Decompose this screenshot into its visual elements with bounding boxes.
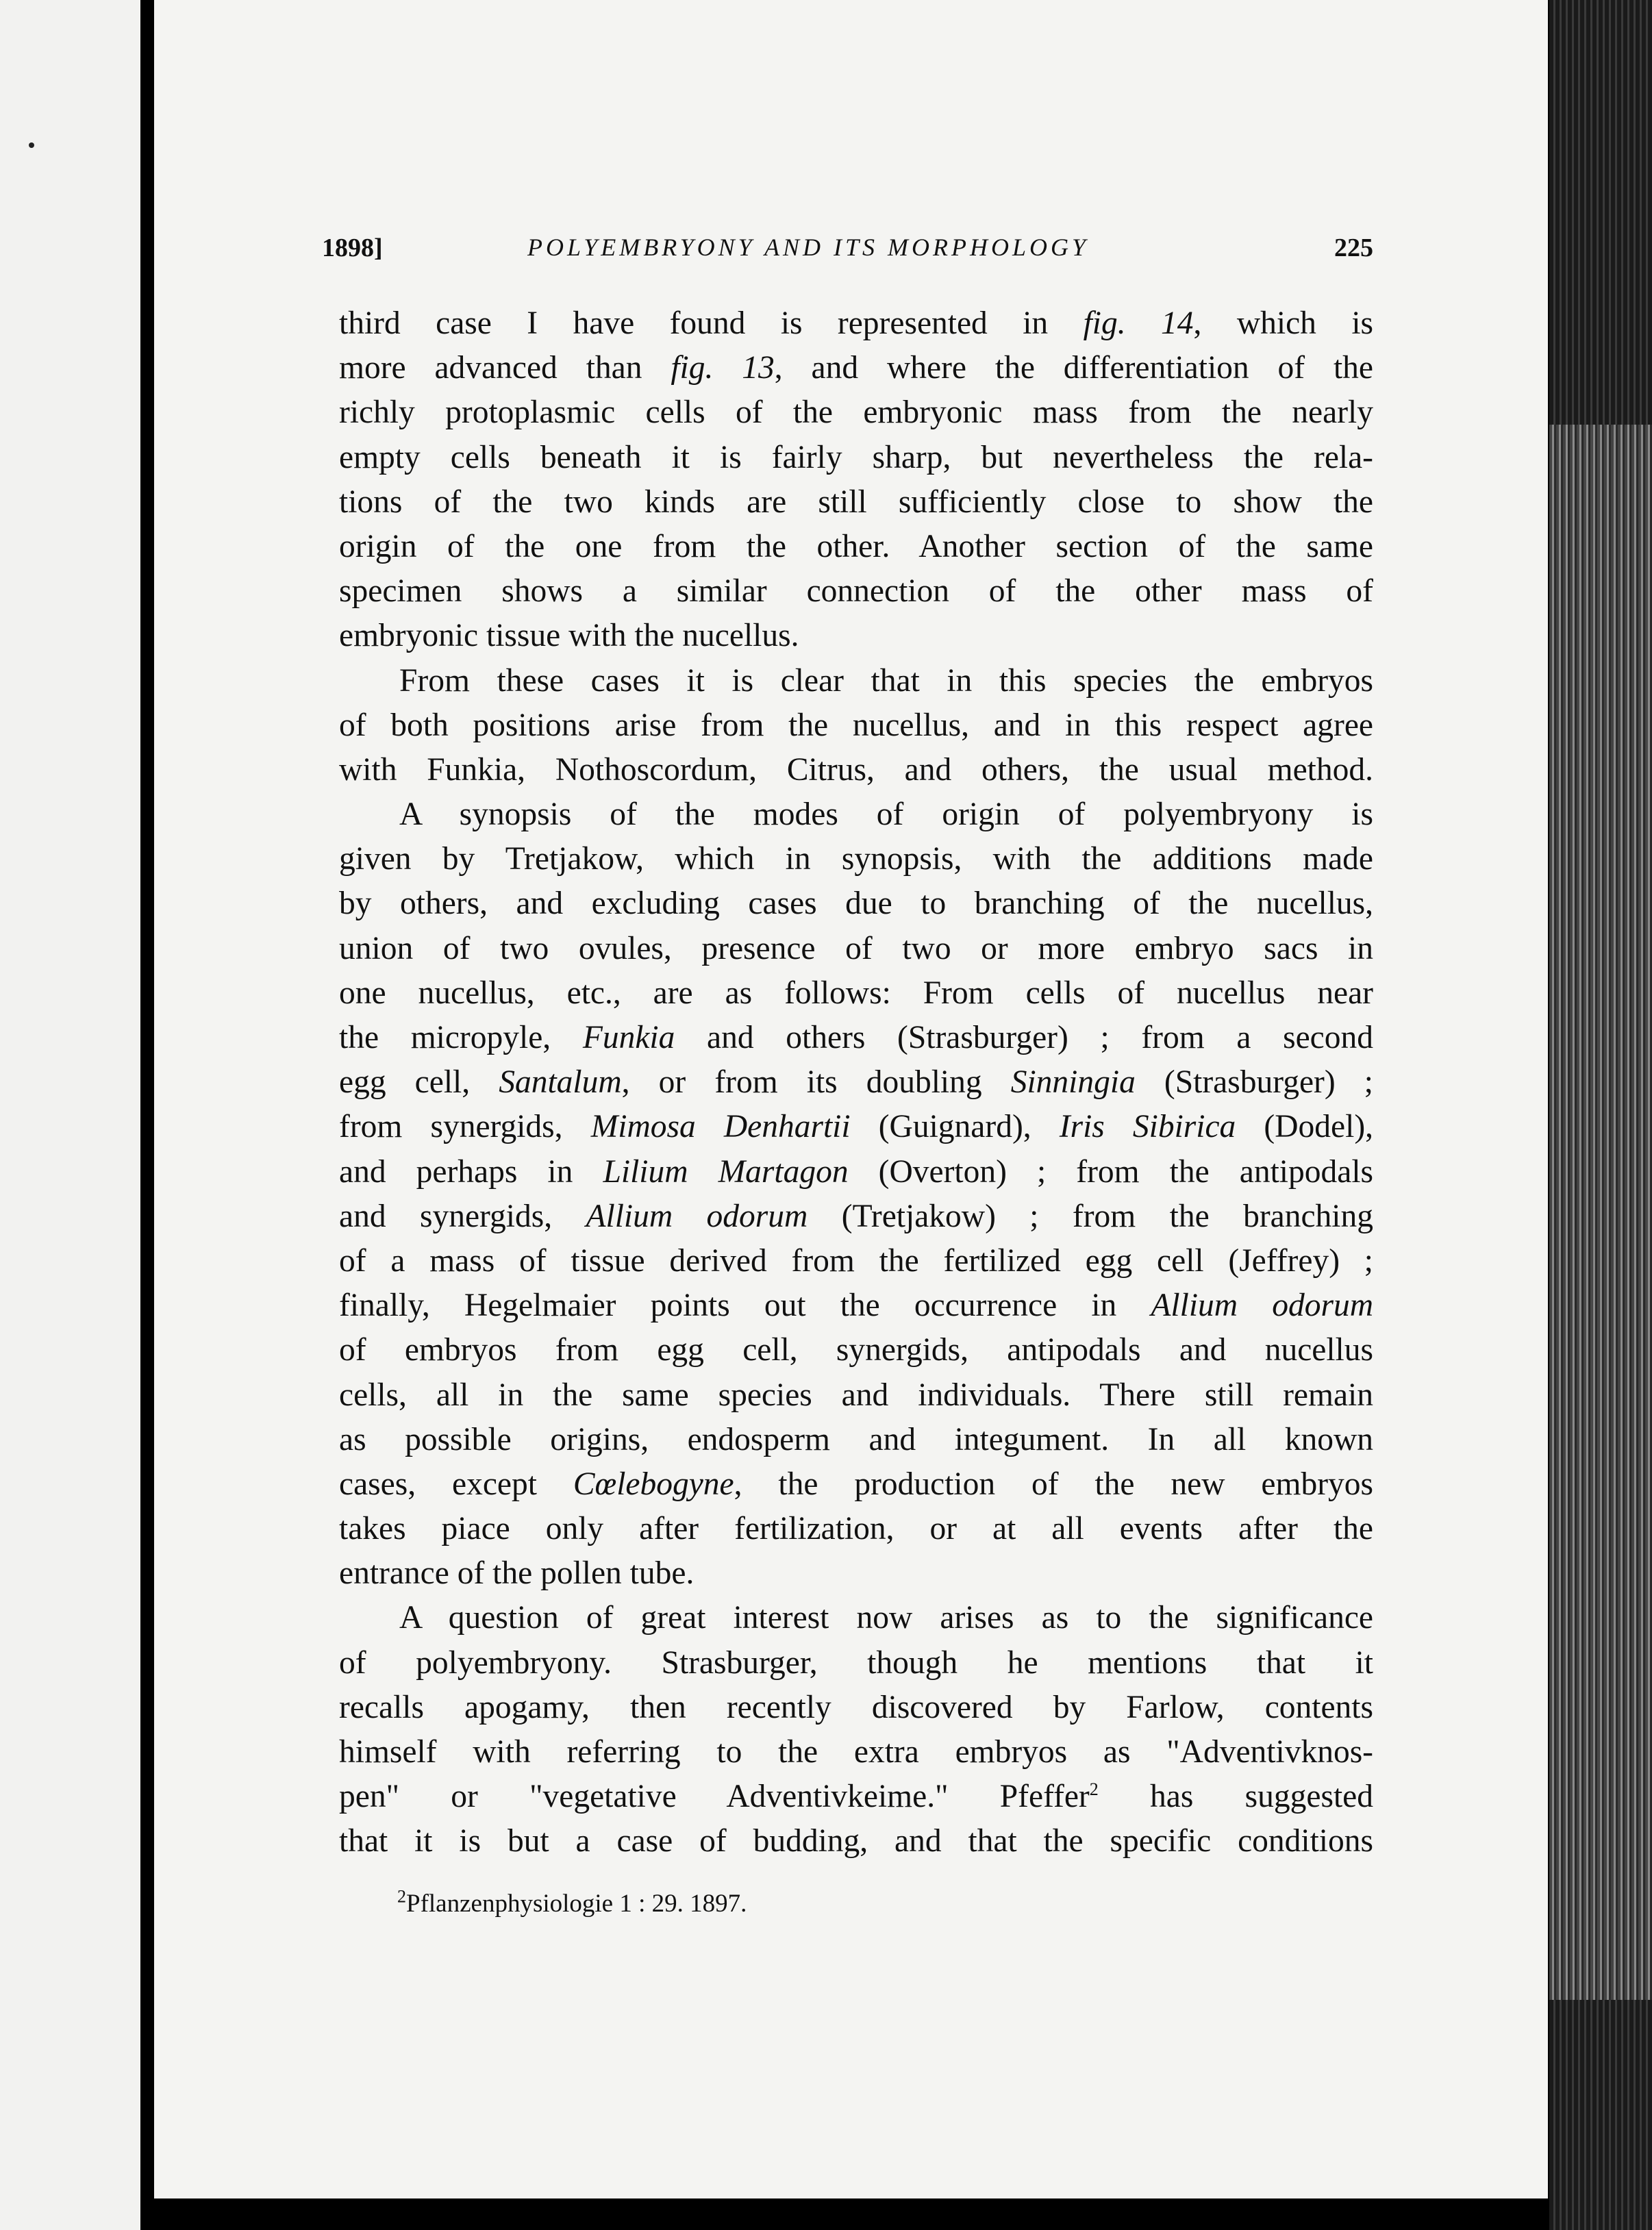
text-line: origin of the one from the other. Another section of the same [339, 528, 1373, 564]
text-line: takes piace only after fertilization, or at all events after the [339, 1511, 1373, 1547]
running-head-year: 1898] [322, 234, 383, 262]
text-line: himself with referring to the extra embryos as "Adventivknos- [339, 1734, 1373, 1770]
text-line: cells, all in the same species and individuals. There still remain [339, 1377, 1373, 1413]
text-line: From these cases it is clear that in this species the embryos [399, 662, 1373, 699]
text-line: finally, Hegelmaier points out the occurrence in Allium odorum [339, 1288, 1373, 1324]
text-line: embryonic tissue with the nucellus. [339, 618, 799, 654]
text-line: of a mass of tissue derived from the fertilized egg cell (Jeffrey) ; [339, 1242, 1373, 1279]
text-line: union of two ovules, presence of two or more embryo sacs in [339, 930, 1373, 966]
text-line: cases, except Cœlebogyne, the production of the new embryos [339, 1466, 1373, 1502]
text-line: recalls apogamy, then recently discovered by Farlow, contents [339, 1689, 1373, 1725]
page-number: 225 [1334, 234, 1373, 262]
text-line: given by Tretjakow, which in synopsis, with the additions made [339, 841, 1373, 877]
text-line: A question of great interest now arises as to the significance [399, 1600, 1373, 1636]
text-line: one nucellus, etc., are as follows: From cells of nucellus near [339, 975, 1373, 1011]
text-line: from synergids, Mimosa Denhartii (Guignard), Iris Sibirica (Dodel), [339, 1109, 1374, 1145]
text-line: of both positions arise from the nucellus, and in this respect agree [339, 707, 1373, 743]
text-line: and perhaps in Lilium Martagon (Overton) ; from the antipodals [339, 1153, 1374, 1190]
text-line: of polyembryony. Strasburger, though he mentions that it [339, 1644, 1373, 1681]
text-line: empty cells beneath it is fairly sharp, but nevertheless the rela- [339, 439, 1373, 475]
text-line: and synergids, Allium odorum (Tretjakow) ; from the branching [339, 1198, 1374, 1234]
book-edge-pages [1549, 425, 1652, 2000]
text-line: that it is but a case of budding, and that the specific conditions [339, 1823, 1373, 1859]
text-line: pen" or "vegetative Adventivkeime." Pfeffer$^2$ has suggested [339, 1779, 1373, 1815]
previous-page-strip [0, 0, 140, 2230]
text-line: with Funkia, Nothoscordum, Citrus, and others, the usual method. [339, 751, 1373, 788]
body-text [339, 301, 1373, 1864]
running-head [322, 233, 1373, 274]
text-line: specimen shows a similar connection of the other mass of [339, 573, 1373, 610]
running-head-title: POLYEMBRYONY AND ITS MORPHOLOGY [527, 234, 1090, 261]
text-line: entrance of the pollen tube. [339, 1555, 694, 1592]
text-line: third case I have found is represented in fig. 14, which is [339, 305, 1373, 341]
text-line: egg cell, Santalum, or from its doubling Sinningia (Strasburger) ; [339, 1064, 1373, 1101]
text-line: richly protoplasmic cells of the embryonic mass from the nearly [339, 394, 1373, 431]
text-line: the micropyle, Funkia and others (Strasburger) ; from a second [339, 1020, 1373, 1055]
text-line: A synopsis of the modes of origin of polyembryony is [399, 797, 1373, 833]
text-line: as possible origins, endosperm and integument. In all known [339, 1421, 1373, 1457]
text-line: by others, and excluding cases due to branching of the nucellus, [339, 886, 1373, 922]
text-line: more advanced than fig. 13, and where the differentiation of the [339, 350, 1373, 386]
scan-speck [29, 142, 34, 148]
text-line: of embryos from egg cell, synergids, antipodals and nucellus [339, 1332, 1373, 1368]
footnote: $^2$Pflanzenphysiologie 1 : 29. 1897. [397, 1886, 747, 1918]
text-line: tions of the two kinds are still sufficiently close to show the [339, 484, 1373, 520]
